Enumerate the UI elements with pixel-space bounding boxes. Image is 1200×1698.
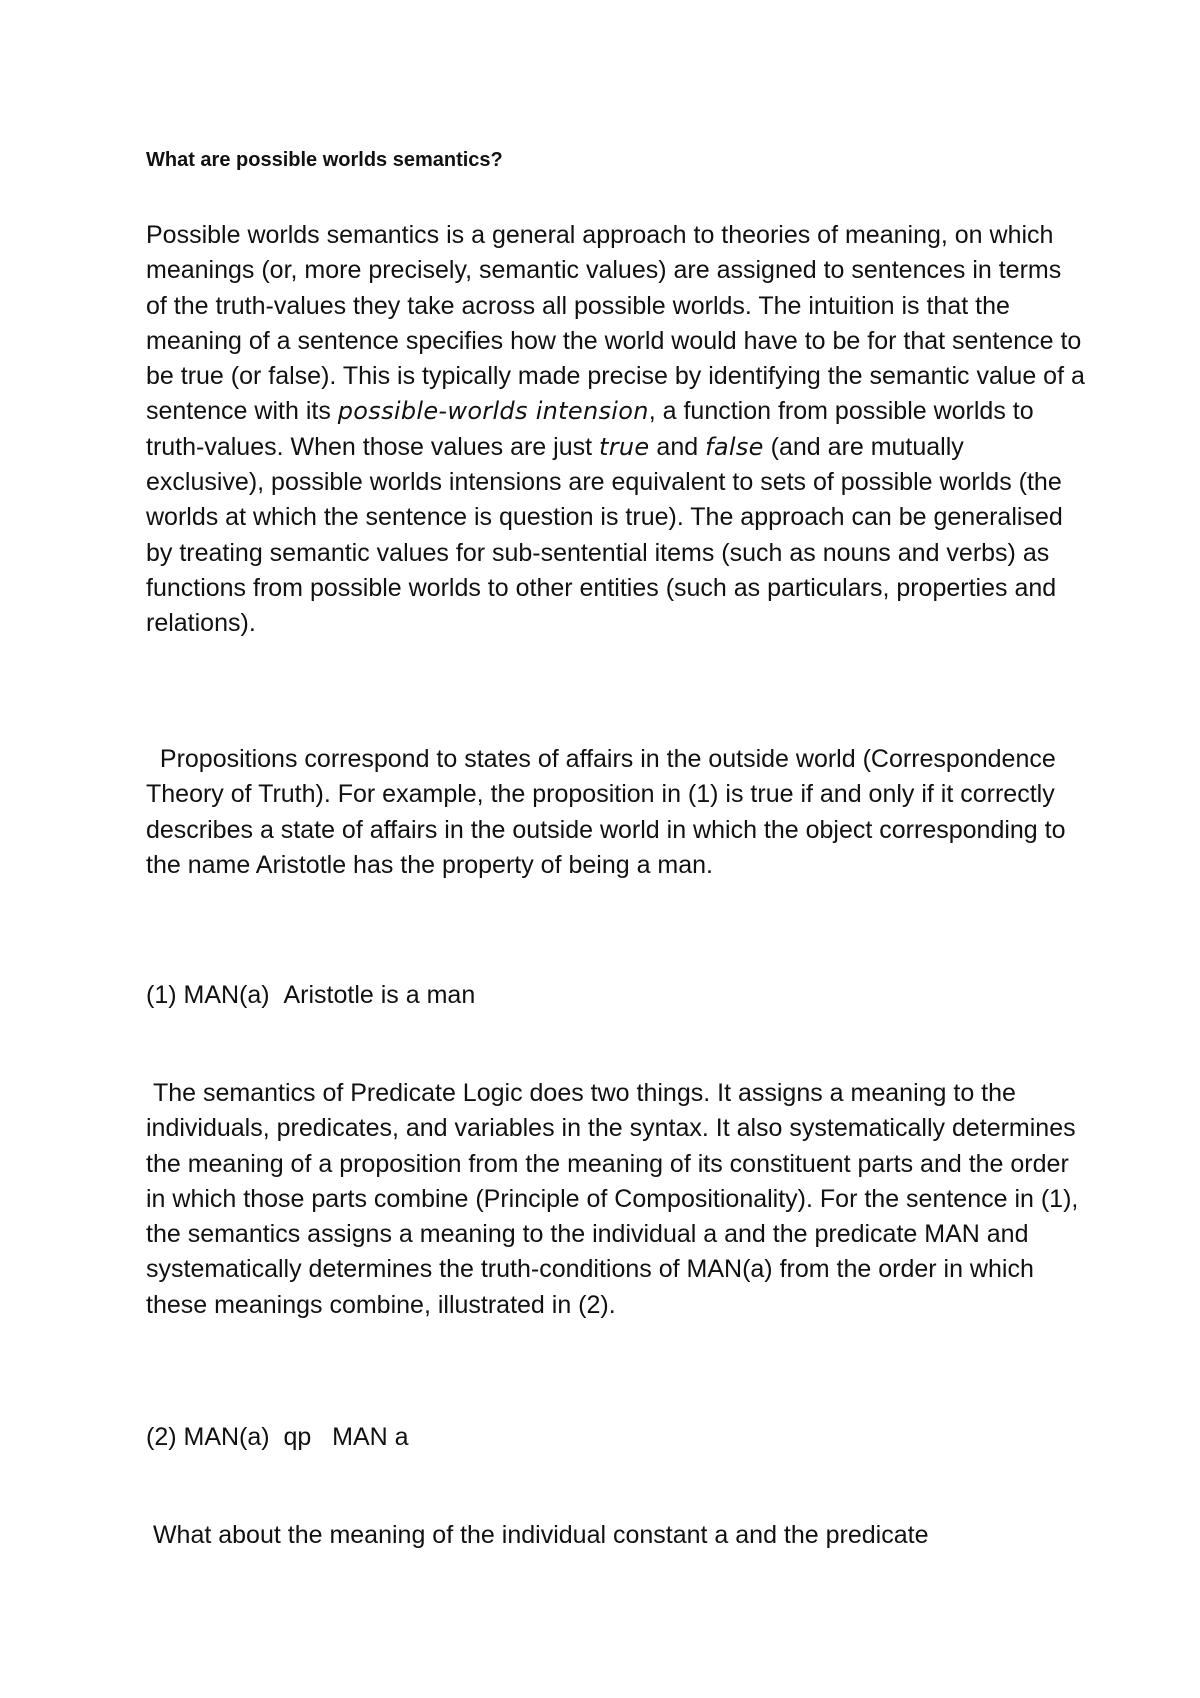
example-1: (1) MAN(a) Aristotle is a man — [146, 981, 476, 1009]
emphasis-false: false — [705, 432, 764, 461]
example-2: (2) MAN(a) qp MAN a — [146, 1423, 409, 1451]
emphasis-true: true — [599, 432, 650, 461]
emphasis-intension: possible-worlds intension — [337, 397, 649, 426]
paragraph-text: (and are mutually exclusive), possible worlds intensions are equivalent to sets of possible worlds (the worlds at which the sentence is question is true). The approach can be generalised by treating semantic values for sub-sentential items (such as nouns and verbs) as functions from possible worlds to other entities (such as particulars, properties and relations). — [146, 432, 1063, 638]
paragraph-correspondence: Propositions correspond to states of affairs in the outside world (Correspondence Theory of Truth). For example, the proposition in (1) is true if and only if it correctly describes a state of affairs in the outside world in which the object corresponding to the name Aristotle has the property of being a man. — [146, 745, 1066, 879]
paragraph-predicate-logic: The semantics of Predicate Logic does two things. It assigns a meaning to the individuals, predicates, and variables in the syntax. It also systematically determines the meaning of a proposition from the meaning of its constituent parts and the order in which those parts combine (Principle of Compositionality). For the sentence in (1), the semantics assigns a meaning to the individual a and the predicate MAN and systematically determines the truth-conditions of MAN(a) from the order in which these meanings combine, illustrated in (2). — [146, 1079, 1079, 1319]
paragraph-possible-worlds — [146, 218, 1086, 642]
page-title: What are possible worlds semantics? — [146, 149, 503, 171]
paragraph-text: , a function from possible worlds to truth-values. When those values are just — [146, 397, 1034, 461]
paragraph-individual-constant: What about the meaning of the individual constant a and the predicate — [146, 1521, 929, 1549]
paragraph-text: and — [649, 432, 706, 461]
paragraph-text: Possible worlds semantics is a general approach to theories of meaning, on which meanings (or, more precisely, semantic values) are assigned to sentences in terms of the truth-values they take across all possible worlds. The intuition is that the meaning of a sentence specifies how the world would have to be for that sentence to be true (or false). This is typically made precise by identifying the semantic value of a sentence with its — [146, 221, 1085, 426]
